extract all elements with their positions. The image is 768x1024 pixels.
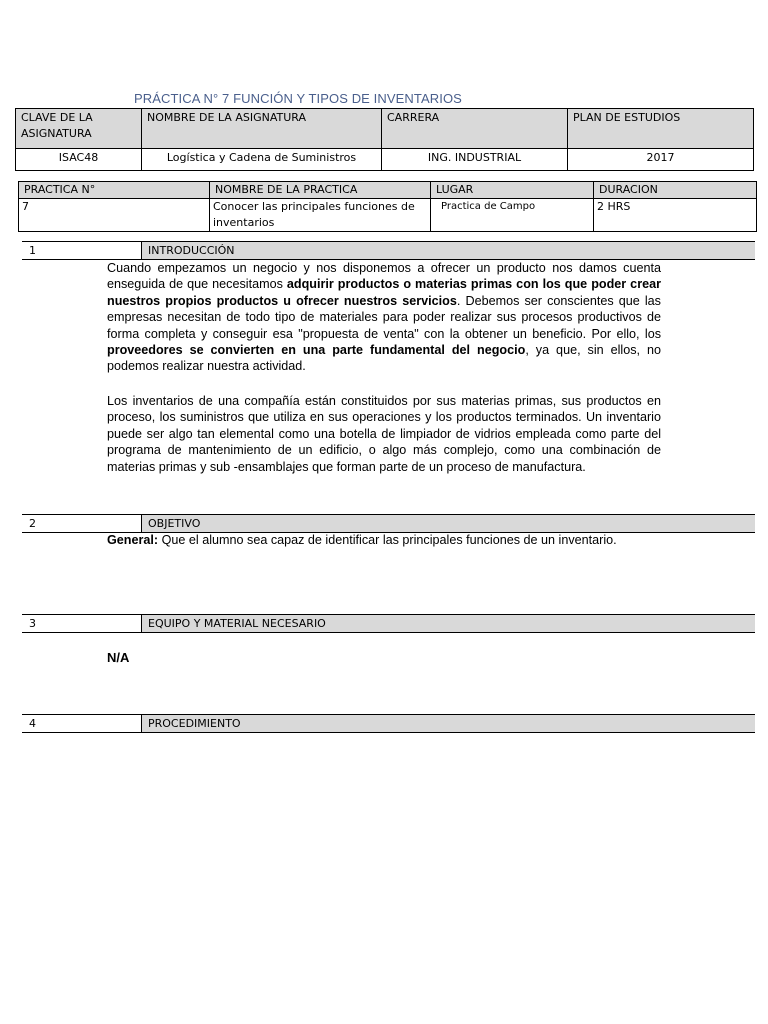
intro-text: , ya que, sin ellos, no podemos realizar nuestra actividad. xyxy=(107,343,661,374)
value-cell: 2017 xyxy=(568,149,754,171)
intro-text: . Debemos ser conscientes que las empresas necesitan de todo tipo de materiales para poder realizar sus procesos productivos de forma completa y conseguir esa "propuesta de venta" con la obtener un beneficio. Por ello, los xyxy=(107,293,661,341)
value-cell: Conocer las principales funciones de inventarios xyxy=(210,199,431,232)
section-label: OBJETIVO xyxy=(148,517,201,530)
value-cell: 2 HRS xyxy=(594,199,757,232)
value-cell: Logística y Cadena de Suministros xyxy=(142,149,382,171)
page-title: PRÁCTICA N° 7 FUNCIÓN Y TIPOS DE INVENTARIOS xyxy=(134,91,462,106)
subject-table xyxy=(15,108,754,171)
objective-text: Que el alumno sea capaz de identificar las principales funciones de un inventario. xyxy=(158,533,617,547)
value-cell: ING. INDUSTRIAL xyxy=(382,149,568,171)
section-number: 2 xyxy=(22,515,142,532)
section-header-objective xyxy=(22,514,755,533)
intro-bold-text: proveedores se convierten en una parte fundamental del negocio xyxy=(107,343,526,358)
header-cell: NOMBRE DE LA ASIGNATURA xyxy=(142,109,382,149)
intro-paragraph-2: Los inventarios de una compañía están constituidos por sus materias primas, sus productos en proceso, los suministros que utiliza en sus operaciones y los productos terminados. Un inventario puede ser algo tan elemental como una botella de limpiador de vidrios empleada como parte del programa de mantenimiento de un edificio, o algo más complejo, como una combinación de materias primas y sub -ensamblajes que forman parte de un proceso de manufactura. xyxy=(107,394,661,474)
practice-table xyxy=(18,181,757,232)
intro-text: Cuando empezamos un negocio y nos disponemos a ofrecer un producto nos damos cuenta enseguida de que necesitamos xyxy=(107,261,661,292)
header-cell: LUGAR xyxy=(431,182,594,199)
section-label: PROCEDIMIENTO xyxy=(148,717,241,730)
intro-bold-text: adquirir productos o materias primas con los que poder crear nuestros propios productos u ofrecer nuestros servicios xyxy=(107,277,661,308)
equipment-value: N/A xyxy=(107,650,130,665)
section-number: 4 xyxy=(22,715,142,732)
value-cell: Practica de Campo xyxy=(431,199,594,232)
section-label: EQUIPO Y MATERIAL NECESARIO xyxy=(148,617,326,630)
objective-paragraph xyxy=(107,532,661,548)
header-cell: DURACION xyxy=(594,182,757,199)
section-header-procedure xyxy=(22,714,755,733)
section-header-equipment xyxy=(22,614,755,633)
header-cell: PLAN DE ESTUDIOS xyxy=(568,109,754,149)
section-number: 1 xyxy=(22,242,142,259)
value-cell: ISAC48 xyxy=(16,149,142,171)
value-cell: 7 xyxy=(19,199,210,232)
header-cell: CARRERA xyxy=(382,109,568,149)
section-header-intro xyxy=(22,241,755,260)
section-label: INTRODUCCIÓN xyxy=(148,244,235,257)
section-number: 3 xyxy=(22,615,142,632)
header-cell: CLAVE DE LA ASIGNATURA xyxy=(16,109,142,149)
header-cell: PRACTICA N° xyxy=(19,182,210,199)
objective-label: General: xyxy=(107,533,159,547)
header-cell: NOMBRE DE LA PRACTICA xyxy=(210,182,431,199)
intro-paragraph-1 xyxy=(107,260,661,375)
